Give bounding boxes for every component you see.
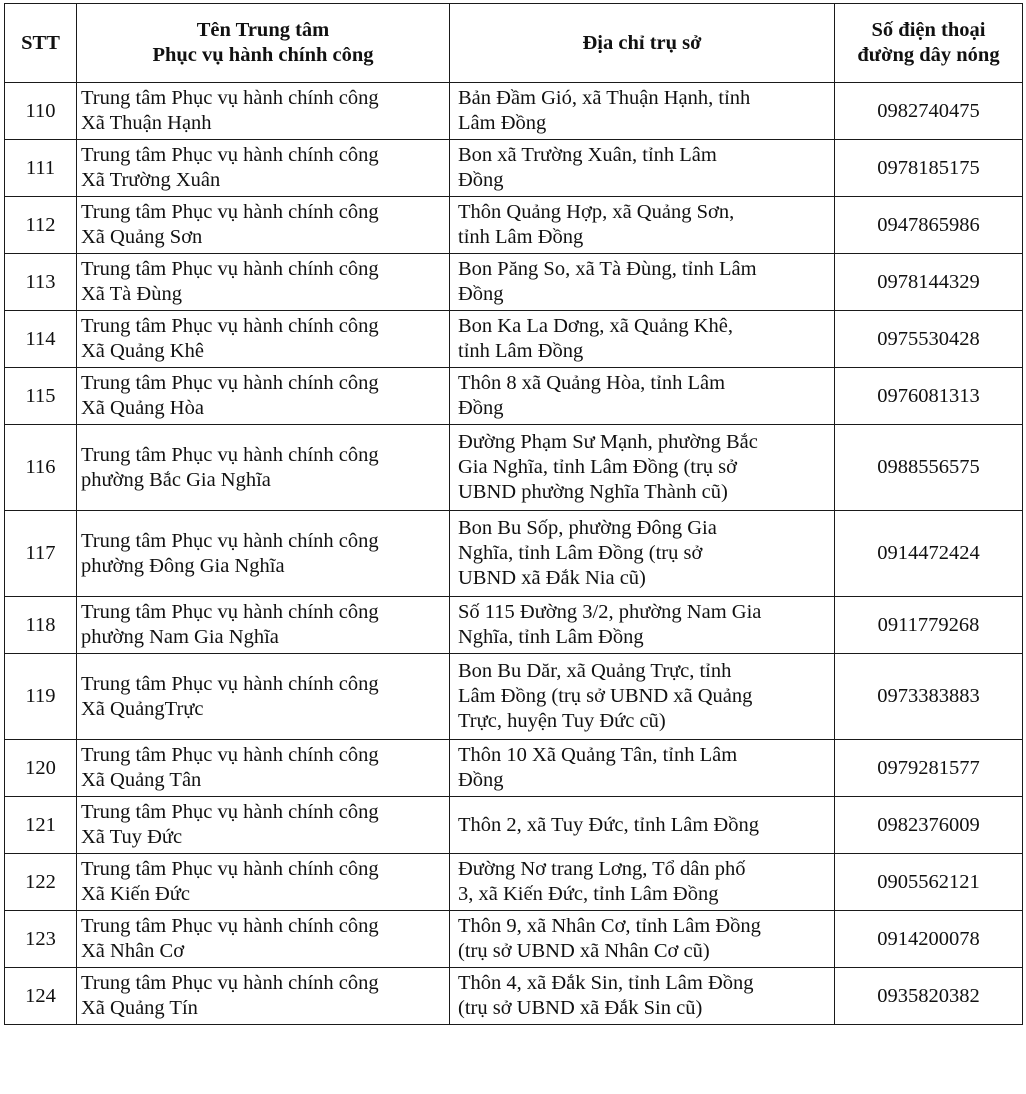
row-center-name xyxy=(77,797,450,854)
center-name-line: Trung tâm Phục vụ hành chính công xyxy=(81,801,379,823)
center-name-line: Trung tâm Phục vụ hành chính công xyxy=(81,258,379,280)
row-address xyxy=(450,854,835,911)
center-name-line: Xã Trường Xuân xyxy=(81,169,221,191)
row-stt: 120 xyxy=(5,740,77,797)
row-address xyxy=(450,797,835,854)
row-hotline: 0976081313 xyxy=(835,368,1023,425)
row-address xyxy=(450,740,835,797)
center-name-line: Xã Thuận Hạnh xyxy=(81,112,212,134)
address-line: Bon Ka La Dơng, xã Quảng Khê, xyxy=(458,315,733,337)
header-phone-line2: đường dây nóng xyxy=(857,44,1000,66)
row-address xyxy=(450,197,835,254)
row-address xyxy=(450,597,835,654)
table-row xyxy=(5,511,1023,597)
row-stt: 111 xyxy=(5,140,77,197)
row-address xyxy=(450,254,835,311)
address-line: Số 115 Đường 3/2, phường Nam Gia xyxy=(458,601,762,623)
row-hotline: 0982740475 xyxy=(835,83,1023,140)
address-line: Gia Nghĩa, tỉnh Lâm Đồng (trụ sở xyxy=(458,456,738,478)
center-name-line: Trung tâm Phục vụ hành chính công xyxy=(81,972,379,994)
address-line: Thôn 2, xã Tuy Đức, tỉnh Lâm Đồng xyxy=(458,813,759,836)
table-row xyxy=(5,740,1023,797)
row-address xyxy=(450,83,835,140)
address-line: Thôn 9, xã Nhân Cơ, tỉnh Lâm Đồng xyxy=(458,915,761,937)
header-center-name xyxy=(77,4,450,83)
row-hotline: 0988556575 xyxy=(835,425,1023,511)
center-name-line: Xã Tà Đùng xyxy=(81,283,182,305)
center-name-line: phường Bắc Gia Nghĩa xyxy=(81,468,271,491)
row-hotline: 0911779268 xyxy=(835,597,1023,654)
address-line: Nghĩa, tỉnh Lâm Đồng (trụ sở xyxy=(458,542,703,564)
address-line: Lâm Đồng (trụ sở UBND xã Quảng xyxy=(458,685,753,707)
row-stt: 113 xyxy=(5,254,77,311)
center-name-line: Xã Kiến Đức xyxy=(81,883,191,905)
center-name-line: Xã Nhân Cơ xyxy=(81,940,185,962)
center-name-line: Xã Quảng Khê xyxy=(81,340,204,362)
center-name-line: Trung tâm Phục vụ hành chính công xyxy=(81,372,379,394)
center-name-line: Trung tâm Phục vụ hành chính công xyxy=(81,201,379,223)
row-center-name xyxy=(77,254,450,311)
center-name-line: Trung tâm Phục vụ hành chính công xyxy=(81,87,379,109)
row-center-name xyxy=(77,740,450,797)
address-line: Bon Bu Sốp, phường Đông Gia xyxy=(458,517,717,539)
address-line: Thôn 4, xã Đắk Sin, tỉnh Lâm Đồng xyxy=(458,972,754,994)
row-hotline: 0905562121 xyxy=(835,854,1023,911)
table-row xyxy=(5,854,1023,911)
address-line: Thôn Quảng Hợp, xã Quảng Sơn, xyxy=(458,201,735,223)
center-name-line: Trung tâm Phục vụ hành chính công xyxy=(81,601,379,623)
table-row xyxy=(5,83,1023,140)
center-name-line: Xã QuảngTrực xyxy=(81,697,204,720)
row-hotline: 0935820382 xyxy=(835,968,1023,1025)
address-line: Thôn 8 xã Quảng Hòa, tỉnh Lâm xyxy=(458,372,726,394)
row-stt: 119 xyxy=(5,654,77,740)
row-address xyxy=(450,368,835,425)
center-name-line: Xã Tuy Đức xyxy=(81,826,183,848)
center-name-line: Trung tâm Phục vụ hành chính công xyxy=(81,858,379,880)
header-phone-line1: Số điện thoại xyxy=(871,19,986,41)
table-row xyxy=(5,197,1023,254)
row-center-name xyxy=(77,368,450,425)
address-line: Trực, huyện Tuy Đức cũ) xyxy=(458,710,666,732)
row-stt: 116 xyxy=(5,425,77,511)
service-center-table xyxy=(4,3,1023,1025)
row-stt: 110 xyxy=(5,83,77,140)
row-address xyxy=(450,311,835,368)
header-phone xyxy=(835,4,1023,83)
address-line: Bon Bu Dăr, xã Quảng Trực, tỉnh xyxy=(458,660,732,682)
address-line: UBND phường Nghĩa Thành cũ) xyxy=(458,481,728,503)
row-stt: 112 xyxy=(5,197,77,254)
table-row xyxy=(5,597,1023,654)
header-address: Địa chỉ trụ sở xyxy=(450,4,835,83)
row-stt: 114 xyxy=(5,311,77,368)
table-row xyxy=(5,654,1023,740)
row-center-name xyxy=(77,140,450,197)
row-hotline: 0914200078 xyxy=(835,911,1023,968)
address-line: Bản Đầm Gió, xã Thuận Hạnh, tỉnh xyxy=(458,87,751,109)
row-hotline: 0978144329 xyxy=(835,254,1023,311)
row-stt: 121 xyxy=(5,797,77,854)
row-hotline: 0914472424 xyxy=(835,511,1023,597)
address-line: Bon xã Trường Xuân, tỉnh Lâm xyxy=(458,144,717,166)
table-row xyxy=(5,254,1023,311)
row-stt: 118 xyxy=(5,597,77,654)
row-stt: 115 xyxy=(5,368,77,425)
row-center-name xyxy=(77,854,450,911)
address-line: tỉnh Lâm Đồng xyxy=(458,340,584,362)
table-row xyxy=(5,911,1023,968)
center-name-line: Trung tâm Phục vụ hành chính công xyxy=(81,529,379,552)
table-row xyxy=(5,311,1023,368)
table-row xyxy=(5,968,1023,1025)
table-row xyxy=(5,140,1023,197)
row-hotline: 0947865986 xyxy=(835,197,1023,254)
center-name-line: phường Đông Gia Nghĩa xyxy=(81,554,285,577)
row-address xyxy=(450,425,835,511)
row-stt: 122 xyxy=(5,854,77,911)
header-row xyxy=(5,4,1023,83)
address-line: 3, xã Kiến Đức, tỉnh Lâm Đồng xyxy=(458,883,719,905)
row-address xyxy=(450,140,835,197)
center-name-line: Xã Quảng Sơn xyxy=(81,226,203,248)
row-center-name xyxy=(77,425,450,511)
address-line: Đồng xyxy=(458,169,504,191)
row-center-name xyxy=(77,968,450,1025)
header-stt: STT xyxy=(5,4,77,83)
row-stt: 124 xyxy=(5,968,77,1025)
row-hotline: 0978185175 xyxy=(835,140,1023,197)
center-name-line: Trung tâm Phục vụ hành chính công xyxy=(81,144,379,166)
address-line: UBND xã Đắk Nia cũ) xyxy=(458,567,646,589)
header-center-name-line2: Phục vụ hành chính công xyxy=(152,44,374,66)
row-address xyxy=(450,511,835,597)
row-center-name xyxy=(77,83,450,140)
address-line: tỉnh Lâm Đồng xyxy=(458,226,584,248)
address-line: Thôn 10 Xã Quảng Tân, tỉnh Lâm xyxy=(458,744,738,766)
address-line: (trụ sở UBND xã Nhân Cơ cũ) xyxy=(458,940,710,962)
row-address xyxy=(450,968,835,1025)
address-line: Đường Nơ trang Lơng, Tổ dân phố xyxy=(458,858,746,880)
row-stt: 123 xyxy=(5,911,77,968)
row-address xyxy=(450,654,835,740)
center-name-line: Trung tâm Phục vụ hành chính công xyxy=(81,915,379,937)
row-hotline: 0973383883 xyxy=(835,654,1023,740)
table-row xyxy=(5,368,1023,425)
address-line: Lâm Đồng xyxy=(458,112,547,134)
table-row xyxy=(5,797,1023,854)
center-name-line: phường Nam Gia Nghĩa xyxy=(81,626,279,648)
row-hotline: 0979281577 xyxy=(835,740,1023,797)
center-name-line: Trung tâm Phục vụ hành chính công xyxy=(81,672,379,695)
address-line: Đường Phạm Sư Mạnh, phường Bắc xyxy=(458,431,758,453)
row-center-name xyxy=(77,597,450,654)
center-name-line: Trung tâm Phục vụ hành chính công xyxy=(81,744,379,766)
address-line: Đồng xyxy=(458,283,504,305)
center-name-line: Xã Quảng Tín xyxy=(81,997,198,1019)
row-center-name xyxy=(77,197,450,254)
row-center-name xyxy=(77,654,450,740)
center-name-line: Xã Quảng Hòa xyxy=(81,397,204,419)
row-hotline: 0975530428 xyxy=(835,311,1023,368)
row-center-name xyxy=(77,511,450,597)
header-center-name-line1: Tên Trung tâm xyxy=(196,19,330,41)
center-name-line: Xã Quảng Tân xyxy=(81,769,202,791)
table-row xyxy=(5,425,1023,511)
address-line: Đồng xyxy=(458,769,504,791)
row-address xyxy=(450,911,835,968)
row-center-name xyxy=(77,311,450,368)
table-body xyxy=(5,83,1023,1025)
row-stt: 117 xyxy=(5,511,77,597)
address-line: Nghĩa, tỉnh Lâm Đồng xyxy=(458,626,644,648)
address-line: Bon Păng So, xã Tà Đùng, tỉnh Lâm xyxy=(458,258,757,280)
address-line: Đồng xyxy=(458,397,504,419)
center-name-line: Trung tâm Phục vụ hành chính công xyxy=(81,443,379,466)
address-line: (trụ sở UBND xã Đắk Sin cũ) xyxy=(458,997,703,1019)
table-header xyxy=(5,4,1023,83)
row-center-name xyxy=(77,911,450,968)
center-name-line: Trung tâm Phục vụ hành chính công xyxy=(81,315,379,337)
row-hotline: 0982376009 xyxy=(835,797,1023,854)
